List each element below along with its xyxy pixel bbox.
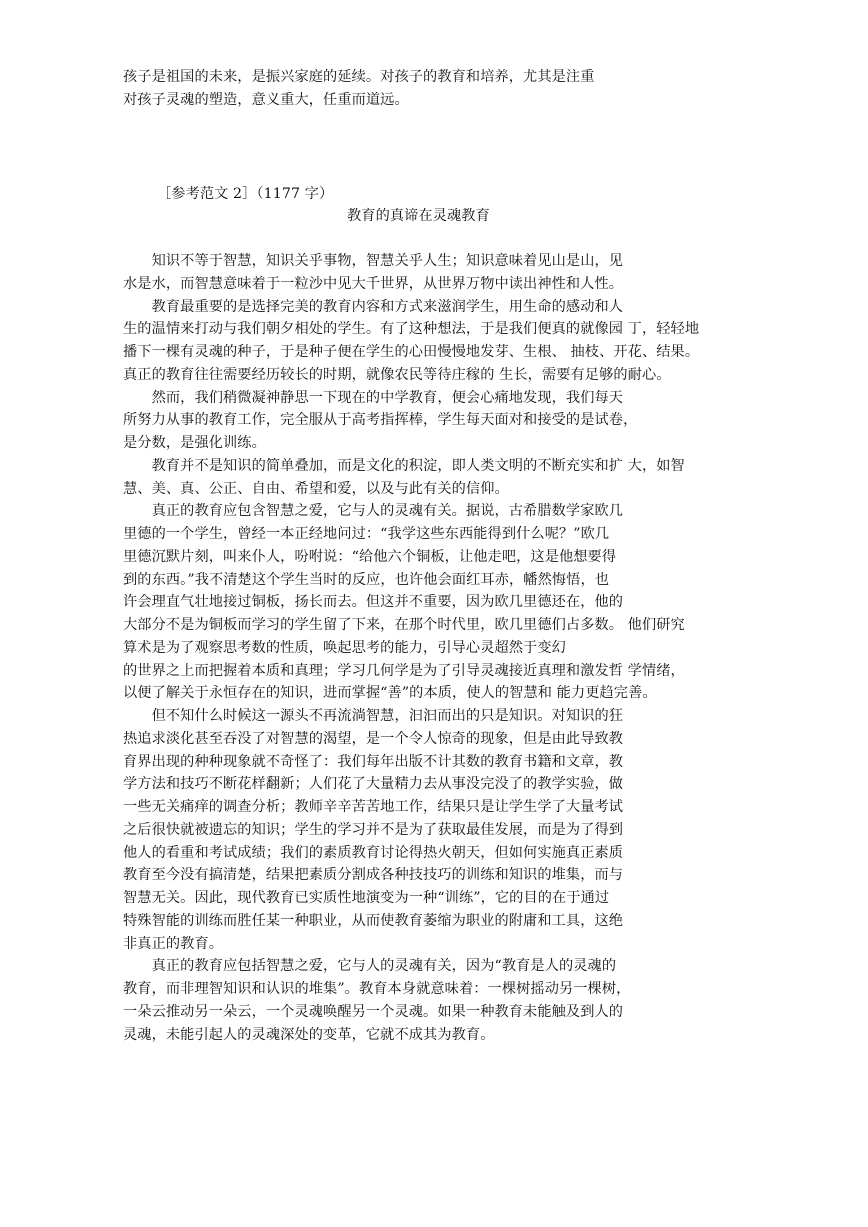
body-line: 灵魂，未能引起人的灵魂深处的变革，它就不成其为教育。: [123, 1027, 495, 1043]
body-line: 真正的教育应包含智慧之爱，它与人的灵魂有关。据说，古希腊数学家欧几: [123, 503, 624, 519]
body-line: 然而，我们稍微凝神静思一下现在的中学教育，便会心痛地发现，我们每天: [123, 390, 624, 406]
body-line: 教育并不是知识的简单叠加，而是文化的积淀，即人类文明的不断充实和扩 大，如智: [123, 458, 685, 474]
body-line: 一朵云推动另一朵云，一个灵魂唤醒另一个灵魂。如果一种教育未能触及到人的: [123, 1004, 624, 1020]
body-line: 播下一棵有灵魂的种子，于是种子便在学生的心田慢慢地发芽、生根、 抽枝、开花、结果。: [123, 344, 700, 360]
body-line: 大部分不是为铜板而学习的学生留了下来，在那个时代里，欧几里德们占多数。 他们研究: [123, 617, 685, 633]
body-line: 生的温情来打动与我们朝夕相处的学生。有了这种想法，于是我们便真的就像园 丁，轻轻地: [123, 321, 700, 337]
body-line: 的世界之上而把握着本质和真理；学习几何学是为了引导灵魂接近真理和激发哲 学情绪，: [123, 663, 685, 679]
body-line: 特殊智能的训练而胜任某一种职业，从而使教育萎缩为职业的附庸和工具，这绝: [123, 913, 624, 929]
body-line: 许会理直气壮地接过铜板，扬长而去。但这并不重要，因为欧几里德还在，他的: [123, 594, 624, 610]
reference-label: ［参考范文 2］（1177 字）: [157, 186, 334, 202]
body-line: 真正的教育应包括智慧之爱，它与人的灵魂有关，因为“教育是人的灵魂的: [123, 958, 617, 974]
body-line: 教育最重要的是选择完美的教育内容和方式来滋润学生，用生命的感动和人: [123, 299, 624, 315]
body-line: 教育至今没有搞清楚，结果把素质分割成各种技技巧的训练和知识的堆集，而与: [123, 867, 624, 883]
body-line: 水是水，而智慧意味着于一粒沙中见大千世界，从世界万物中读出神性和人性。: [123, 276, 624, 292]
body-line: 所努力从事的教育工作，完全服从于高考指挥棒，学生每天面对和接受的是试卷，: [123, 412, 638, 428]
body-line: 到的东西。”我不清楚这个学生当时的反应，也许他会面红耳赤，幡然悔悟，也: [123, 572, 610, 588]
body-line: 他人的看重和考试成绩；我们的素质教育讨论得热火朝天，但如何实施真正素质: [123, 845, 624, 861]
essay-title: 教育的真谛在灵魂教育: [347, 208, 490, 224]
body-line: 之后很快就被遗忘的知识；学生的学习并不是为了获取最佳发展，而是为了得到: [123, 822, 624, 838]
body-line: 慧、美、真、公正、自由、希望和爱，以及与此有关的信仰。: [123, 481, 509, 497]
intro-line: 对孩子灵魂的塑造，意义重大，任重而道远。: [123, 92, 409, 108]
body-line: 算术是为了观察思考数的性质，唤起思考的能力，引导心灵超然于变幻: [123, 640, 566, 656]
body-line: 学方法和技巧不断花样翻新；人们花了大量精力去从事没完没了的教学实验，做: [123, 776, 624, 792]
body-line: 以便了解关于永恒存在的知识，进而掌握“善”的本质，使人的智慧和 能力更趋完善。: [123, 685, 657, 701]
body-line: 但不知什么时候这一源头不再流淌智慧，汩汩而出的只是知识。对知识的狂: [123, 708, 624, 724]
body-line: 里德沉默片刻，叫来仆人，吩咐说：“给他六个铜板，让他走吧，这是他想要得: [123, 549, 617, 565]
body-line: 知识不等于智慧，知识关乎事物，智慧关乎人生；知识意味着见山是山，见: [123, 253, 624, 269]
body-line: 一些无关痛痒的调查分析；教师辛辛苦苦地工作，结果只是让学生学了大量考试: [123, 799, 624, 815]
body-line: 非真正的教育。: [123, 936, 224, 952]
body-line: 智慧无关。因此，现代教育已实质性地演变为一种“训练”，它的目的在于通过: [123, 890, 610, 906]
body-line: 育界出现的种种现象就不奇怪了：我们每年出版不计其数的教育书籍和文章，教: [123, 754, 624, 770]
body-line: 真正的教育往往需要经历较长的时期，就像农民等待庄稼的 生长，需要有足够的耐心。: [123, 367, 671, 383]
body-line: 是分数，是强化训练。: [123, 435, 266, 451]
body-line: 里德的一个学生，曾经一本正经地问过：“我学这些东西能得到什么呢？”欧几: [123, 526, 610, 542]
body-line: 教育，而非理智知识和认识的堆集”。教育本身就意味着：一棵树摇动另一棵树，: [123, 981, 631, 997]
intro-line: 孩子是祖国的未来，是振兴家庭的延续。对孩子的教育和培养，尤其是注重: [123, 69, 595, 85]
body-line: 热追求淡化甚至吞没了对智慧的渴望，是一个令人惊奇的现象，但是由此导致教: [123, 731, 624, 747]
